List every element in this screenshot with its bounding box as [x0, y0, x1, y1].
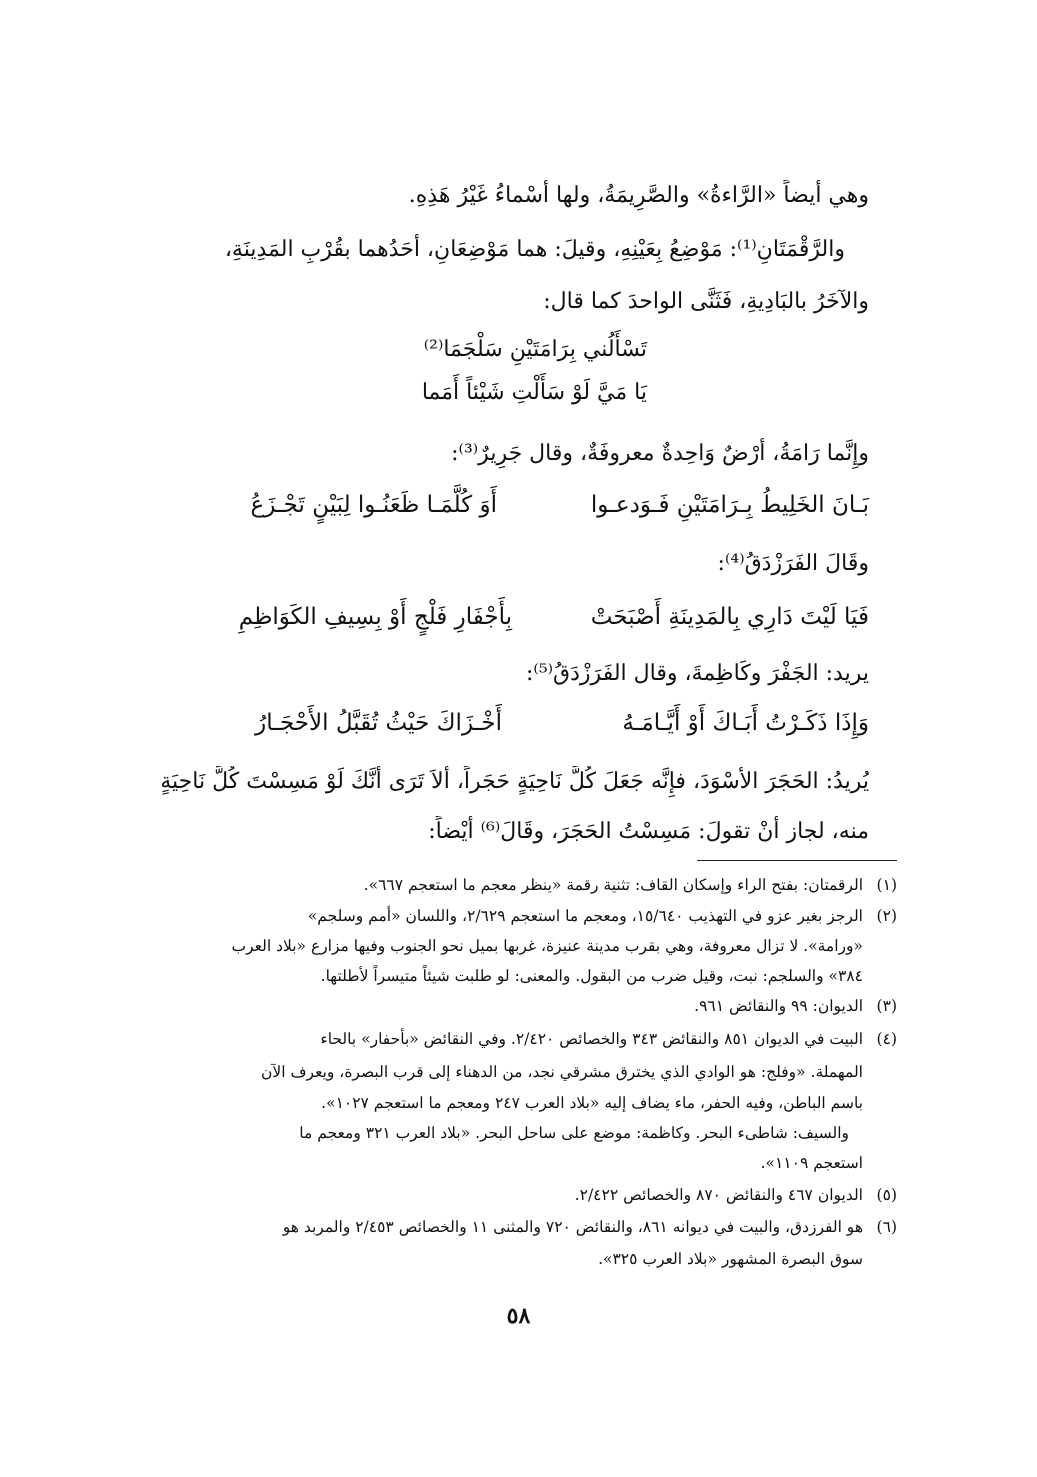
footnote-4-cont-3: والسيف: شاطىء البحر. وكاظمة: موضع على ساحل البحر. «بلاد العرب ٣٢١ ومعجم ما [299, 1124, 849, 1142]
footnote-4-cont-2: باسم الباطن، وفيه الحفر، ماء يضاف إليه «بلاد العرب ٢٤٧ ومعجم ما استعجم ١٠٢٧». [321, 1094, 863, 1112]
footnote-number: (٤) [876, 1030, 897, 1048]
footnote-6 [140, 1216, 897, 1238]
footnote-4-cont-4: استعجم ١١٠٩». [760, 1154, 863, 1172]
farazdaq2-hemistich-1: وَإِذَا ذَكَـرْتُ أَبَـاكَ أَوْ أَيَّـامَـهُ [622, 710, 869, 736]
body-line-2: والرَّقْمَتَانِ⁽¹⁾: مَوْضِعُ بِعَيْنِهِ، وقيلَ: هما مَوْضِعَانِ، أَحَدُهما بقُرْبِ المَدِينَةِ، [224, 237, 845, 262]
body-line-8: منه، لجاز أَنْ تقولَ: مَسِسْتُ الحَجَرَ، وقَالَ⁽⁶⁾ أَيْضاً: [428, 819, 869, 844]
body-line-3: والآخَرُ بالبَادِيةِ، فَثَنَّى الواحدَ كما قال: [543, 289, 869, 314]
footnote-text: الرجز بغير عزو في التهذيب ١٥/٦٤٠، ومعجم ما استعجم ٢/٦٢٩، واللسان «أمم وسلجم» [307, 907, 863, 925]
rajaz-verse-line-1: تَسْأَلُني بِرَامَتَيْنِ سَلْجَمَا⁽²⁾ [423, 337, 647, 362]
rajaz-verse-line-2: يَا مَيَّ لَوْ سَأَلْتِ شَيْئاً أَمَما [421, 380, 647, 405]
farazdaq1-hemistich-1: فَيَا لَيْتَ دَارِي بِالمَدِينَةِ أَصْبَحَتْ [590, 604, 869, 630]
footnote-text: الديوان: ٩٩ والنقائض ٩٦١. [694, 997, 863, 1015]
footnote-number: (٢) [876, 907, 897, 925]
body-line-6: يريد: الجَفْرَ وكَاظِمةَ، وقال الفَرَزْدَقُ⁽⁵⁾: [526, 661, 869, 686]
footnote-4-cont-1: المهملة. «وفلج: هو الوادي الذي يخترق مشرقي نجد، من الدهناء إلى قرب البصرة، ويعرف الآن [261, 1063, 863, 1081]
body-line-4: وإِنَّما رَامَةُ، أَرْضٌ وَاحِدةٌ معروفَةٌ، وقال جَرِيرٌ⁽³⁾: [451, 441, 869, 466]
footnote-separator [697, 860, 897, 861]
body-line-1: وهي أيضاً «الرَّاءةُ» والصَّرِيمَةُ، ولها أَسْماءُ غَيْرُ هَذِهِ. [408, 183, 869, 208]
farazdaq1-hemistich-2: بِأَجْفَارِ فَلْجٍ أَوْ بِسِيفِ الكَوَاظِمِ [238, 604, 512, 630]
jarir-hemistich-2: أَوَ كُلَّمَـا ظَعَنُـوا لِبَيْنٍ تَجْـزَعُ [250, 492, 497, 518]
farazdaq2-hemistich-2: أَخْـزَاكَ حَيْثُ تُقَبَّلُ الأَحْجَـارُ [255, 710, 502, 736]
footnote-4 [140, 1028, 897, 1050]
footnote-text: البيت في الديوان ٨٥١ والنقائض ٣٤٣ والخصائص ٢/٤٢٠. وفي النقائض «بأحفار» بالحاء [320, 1030, 863, 1048]
footnote-1 [140, 874, 897, 896]
footnote-3 [140, 995, 897, 1017]
footnote-text: هو الفرزدق، والبيت في ديوانه ٨٦١، والنقائض ٧٢٠ والمثنى ١١ والخصائص ٢/٤٥٣ والمربد هو [282, 1218, 863, 1236]
footnote-6-cont-1: سوق البصرة المشهور «بلاد العرب ٣٢٥». [598, 1250, 863, 1268]
footnote-2 [140, 905, 897, 927]
body-line-5: وقَالَ الفَرَزْدَقُ⁽⁴⁾: [717, 551, 869, 576]
footnote-text: الديوان ٤٦٧ والنقائض ٨٧٠ والخصائص ٢/٤٢٢. [574, 1186, 863, 1204]
footnote-number: (٦) [876, 1218, 897, 1236]
footnote-2-cont-2: ٣٨٤» والسلجم: نبت، وقيل ضرب من البقول. والمعنى: لو طلبت شيئاً متيسراً لأطلتها. [320, 967, 863, 985]
body-line-7: يُريدُ: الحَجَرَ الأَسْوَدَ، فإِنَّه جَعَلَ كُلَّ نَاحِيَةٍ حَجَراً، أَلاَ تَرَى أَنَّكَ لَوْ مَسِسْتَ كُلَّ نَاحِيَةٍ [160, 769, 869, 794]
footnote-number: (٥) [876, 1186, 897, 1204]
footnote-text: الرقمتان: بفتح الراء وإسكان القاف: تثنية رقمة «ينظر معجم ما استعجم ٦٦٧». [363, 876, 863, 894]
footnote-5 [140, 1184, 897, 1206]
page-number: ٥٨ [506, 1303, 531, 1329]
footnote-number: (١) [876, 876, 897, 894]
jarir-hemistich-1: بَـانَ الخَلِيطُ بِـرَامَتَيْنِ فَـوَدعـوا [590, 492, 869, 518]
footnote-2-cont-1: «ورامة». لا تزال معروفة، وهي بقرب مدينة عنيزة، غربها بميل نحو الجنوب وفيها مزارع «بلاد العرب [231, 937, 863, 955]
footnote-number: (٣) [876, 997, 897, 1015]
